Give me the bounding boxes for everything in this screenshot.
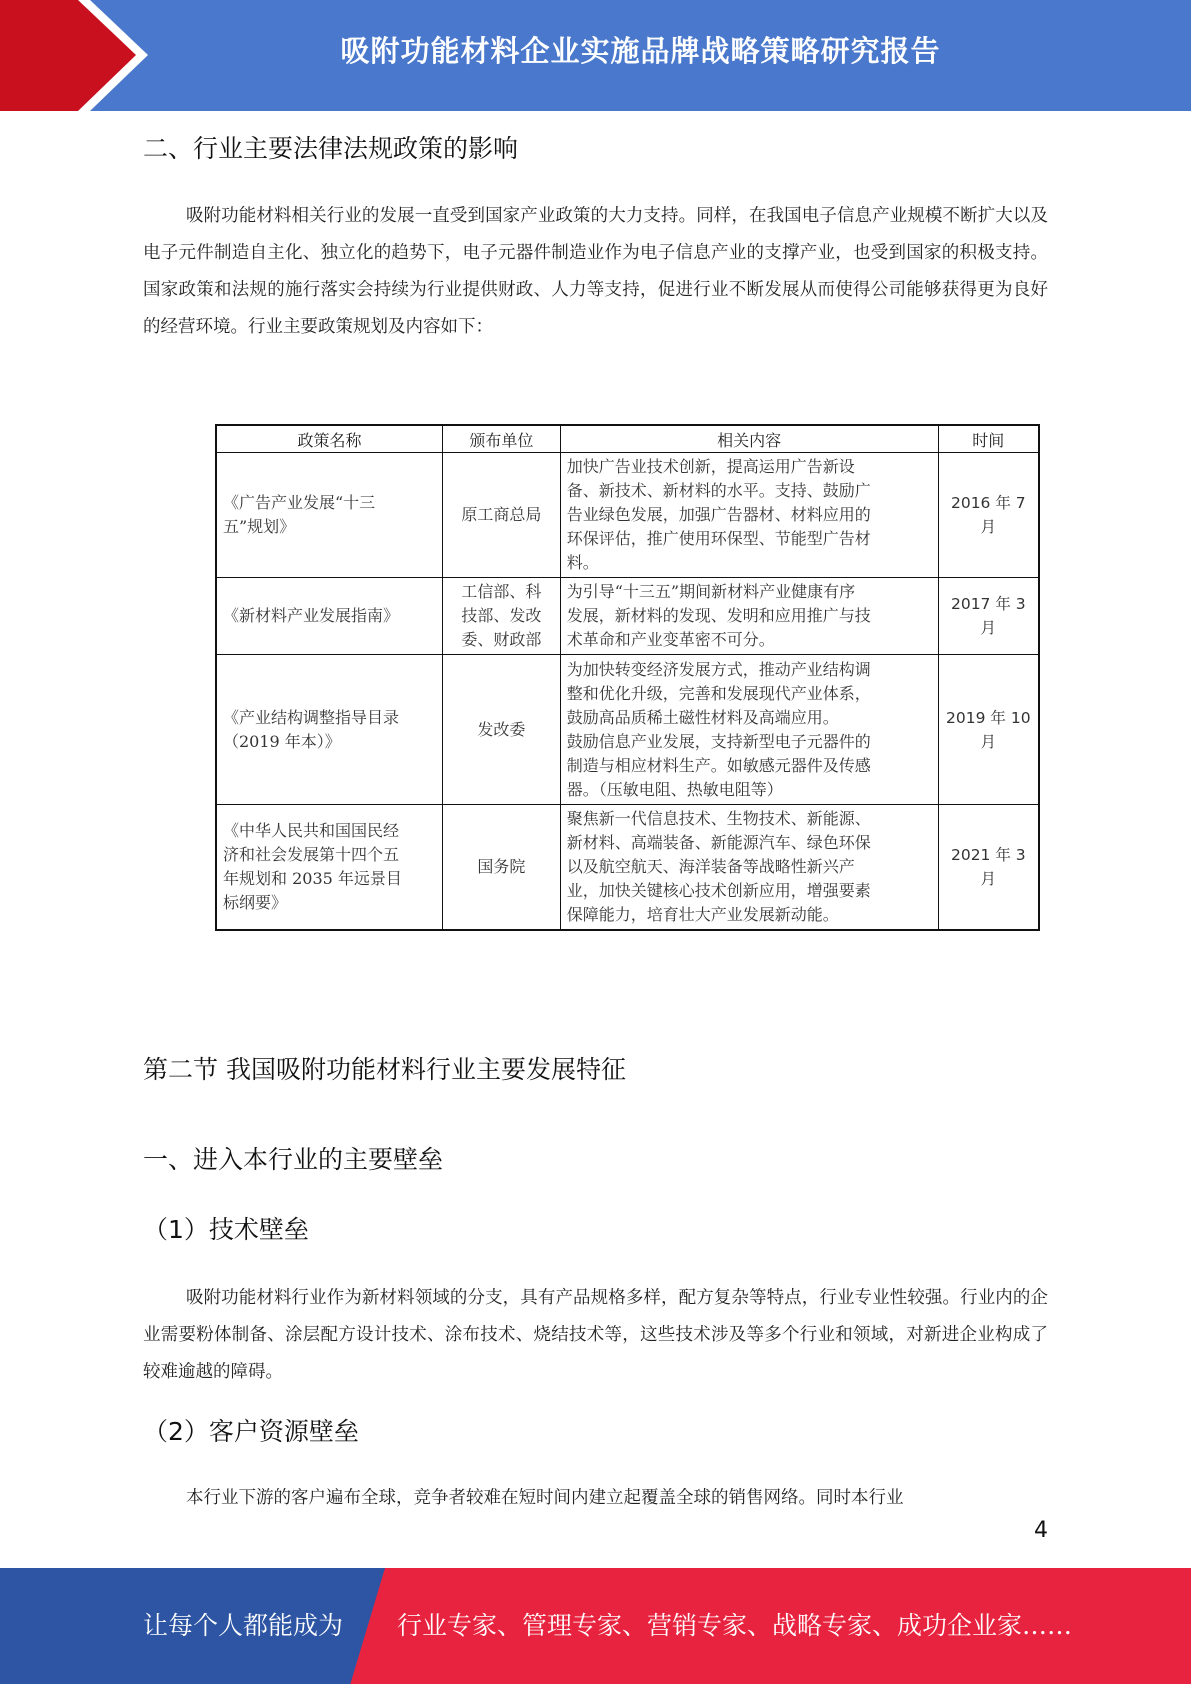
content-cell xyxy=(560,655,938,805)
customer-barrier-paragraph: 本行业下游的客户遍布全球，竞争者较难在短时间内建立起覆盖全球的销售网络。同时本行业 xyxy=(186,1488,904,1508)
cell-line: 工信部、科 xyxy=(461,582,542,601)
cell-line: 原工商总局 xyxy=(461,505,542,524)
cell-line: 《产业结构调整指导目录 xyxy=(223,707,400,727)
tech-barrier-paragraph: 吸附功能材料行业作为新材料领域的分支，具有产品规格多样，配方复杂等特点，行业专业性较强。行业内的企业需要粉体制备、涂层配方设计技术、涂布技术、烧结技术等，这些技术涉及等多个行业和领域，对新进企业构成了较难逾越的障碍。 xyxy=(143,1288,1048,1382)
page-footer xyxy=(0,1568,1191,1684)
cell-line: 为引导“十三五”期间新材料产业健康有序 xyxy=(566,582,856,601)
cell-line: 《广告产业发展“十三 xyxy=(223,493,376,512)
time-cell xyxy=(938,453,1039,578)
table-header-row xyxy=(216,425,1039,453)
cell-line: 发改委 xyxy=(477,719,526,739)
subheading-barriers: 一、进入本行业的主要壁垒 xyxy=(143,1145,444,1174)
header-content: 相关内容 xyxy=(560,425,938,453)
policy-intro-paragraph: 吸附功能材料相关行业的发展一直受到国家产业政策的大力支持。同样，在我国电子信息产业规模不断扩大以及电子元件制造自主化、独立化的趋势下，电子元器件制造业作为电子信息产业的支撑产业，也受到国家的积极支持。国家政策和法规的施行落实会持续为行业提供财政、人力等支持，促进行业不断发展从而使得公司能够获得更为良好的经营环境。行业主要政策规划及内容如下： xyxy=(143,206,1048,337)
policy-name-cell xyxy=(216,453,442,578)
time-cell xyxy=(938,805,1039,931)
header-policy-name: 政策名称 xyxy=(216,425,442,453)
header-issuer: 颁布单位 xyxy=(442,425,560,453)
cell-line: 以及航空航天、海洋装备等战略性新兴产 xyxy=(566,857,855,876)
cell-line: 月 xyxy=(980,619,997,637)
cell-line: （2019 年本）》 xyxy=(223,731,341,751)
subheading-customer-barrier: （2）客户资源壁垒 xyxy=(143,1417,359,1446)
issuer-cell xyxy=(442,578,560,655)
cell-line: 五”规划》 xyxy=(223,517,296,536)
cell-line: 委、财政部 xyxy=(461,630,542,649)
cell-line: 制造与相应材料生产。如敏感元器件及传感 xyxy=(566,755,871,775)
section-heading-policy: 二、行业主要法律法规政策的影响 xyxy=(143,134,519,163)
cell-line: 年规划和 2035 年远景目 xyxy=(223,869,402,888)
issuer-cell xyxy=(442,805,560,931)
cell-line: 月 xyxy=(980,732,997,751)
cell-line: 术革命和产业变革密不可分。 xyxy=(566,630,775,649)
cell-line: 加快广告业技术创新，提高运用广告新设 xyxy=(566,457,855,476)
cell-line: 标纲要》 xyxy=(223,893,288,912)
cell-line: 技部、发改 xyxy=(461,606,542,625)
cell-line: 聚焦新一代信息技术、生物技术、新能源、 xyxy=(566,809,871,828)
cell-line: 新材料、高端装备、新能源汽车、绿色环保 xyxy=(566,833,871,852)
page-number: 4 xyxy=(1034,1518,1048,1543)
header-time: 时间 xyxy=(938,425,1039,453)
footer-slogan-right: 行业专家、管理专家、营销专家、战略专家、成功企业家…… xyxy=(397,1611,1073,1640)
report-title: 吸附功能材料企业实施品牌战略策略研究报告 xyxy=(340,34,941,68)
table-row xyxy=(216,655,1039,805)
cell-line: 环保评估，推广使用环保型、节能型广告材 xyxy=(566,529,871,548)
cell-line: 鼓励信息产业发展，支持新型电子元器件的 xyxy=(566,731,871,751)
cell-line: 济和社会发展第十四个五 xyxy=(223,845,400,864)
table-row xyxy=(216,453,1039,578)
policy-name-cell xyxy=(216,805,442,931)
cell-line: 2017 年 3 xyxy=(950,595,1026,613)
cell-line: 业，加快关键核心技术创新应用，增强要素 xyxy=(566,881,871,900)
cell-line: 发展，新材料的发现、发明和应用推广与技 xyxy=(566,606,871,625)
cell-line: 月 xyxy=(980,870,997,888)
policy-name-cell xyxy=(216,655,442,805)
issuer-cell xyxy=(442,655,560,805)
cell-line: 为加快转变经济发展方式，推动产业结构调 xyxy=(566,659,871,679)
subheading-tech-barrier: （1）技术壁垒 xyxy=(143,1215,309,1244)
content-cell xyxy=(560,578,938,655)
table-row xyxy=(216,805,1039,931)
cell-line: 月 xyxy=(980,518,997,536)
section-heading-features: 第二节 我国吸附功能材料行业主要发展特征 xyxy=(143,1055,626,1084)
cell-line: 《新材料产业发展指南》 xyxy=(223,606,400,625)
cell-line: 料。 xyxy=(566,553,599,572)
cell-line: 2016 年 7 xyxy=(950,494,1026,512)
cell-line: 《中华人民共和国国民经 xyxy=(223,821,400,840)
content-cell xyxy=(560,805,938,931)
cell-line: 器。（压敏电阻、热敏电阻等） xyxy=(566,779,783,799)
header-arrow-decoration xyxy=(0,0,160,111)
cell-line: 整和优化升级，完善和发展现代产业体系， xyxy=(566,683,871,703)
cell-line: 2019 年 10 xyxy=(946,708,1031,727)
footer-slogan-left: 让每个人都能成为 xyxy=(143,1611,344,1640)
cell-line: 国务院 xyxy=(477,857,526,876)
policy-name-cell xyxy=(216,578,442,655)
policy-table xyxy=(215,424,1040,931)
content-cell xyxy=(560,453,938,578)
cell-line: 2021 年 3 xyxy=(950,846,1026,864)
table-row xyxy=(216,578,1039,655)
cell-line: 备、新技术、新材料的水平。支持、鼓励广 xyxy=(566,481,871,500)
cell-line: 保障能力，培育壮大产业发展新动能。 xyxy=(566,905,839,924)
issuer-cell xyxy=(442,453,560,578)
cell-line: 告业绿色发展，加强广告器材、材料应用的 xyxy=(566,505,871,524)
page-header xyxy=(0,0,1191,111)
time-cell xyxy=(938,655,1039,805)
cell-line: 鼓励高品质稀土磁性材料及高端应用。 xyxy=(566,707,839,727)
time-cell xyxy=(938,578,1039,655)
